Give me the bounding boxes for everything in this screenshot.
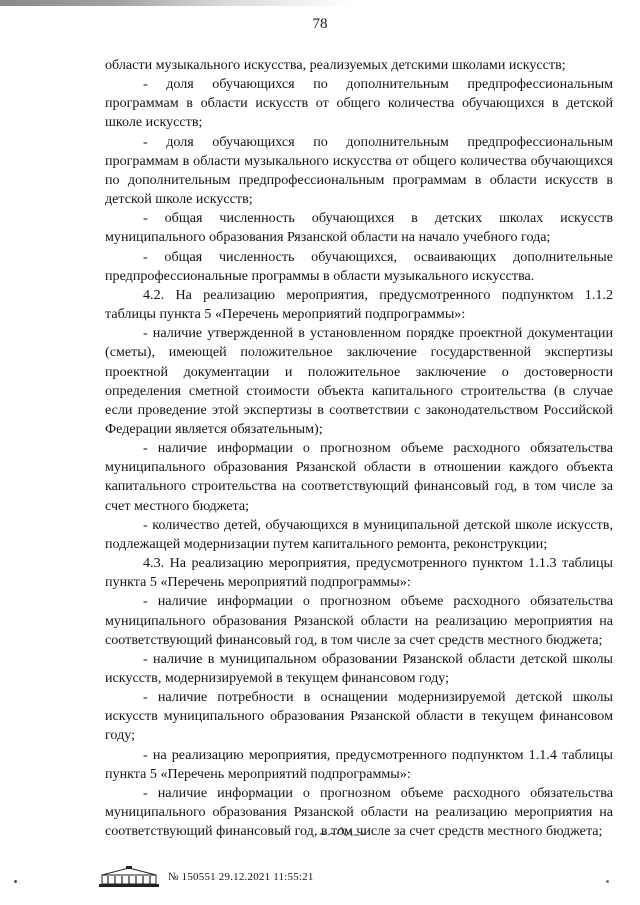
list-item: - доля обучающихся по дополнительным предпрофессиональным программам в области музыкального искусства от общего количества обучающихся по дополнительным предпрофессиональным программам в области искусств в детской школе искусств; [105,133,613,208]
scan-edge-shadow [0,0,640,6]
list-item: - общая численность обучающихся в детских школах искусств муниципального образования Рязанской области на начало учебного года; [105,210,613,246]
list-item: - общая численность обучающихся, осваивающих дополнительные предпрофессиональные программы в области музыкального искусства. [105,248,613,284]
list-item: - наличие информации о прогнозном объеме расходного обязательства муниципального образования Рязанской области в отношении каждого объекта капитального строительства на соответствующий финансовый год, в том числе за счет местного бюджета; [105,440,613,514]
list-item: - на реализацию мероприятия, предусмотренного подпунктом 1.1.4 таблицы пункта 5 «Перечень мероприятий подпрограммы»: [105,746,613,782]
document-body [105,56,613,841]
signature-scribble-icon [318,820,366,840]
list-item: - наличие потребности в оснащении модернизируемой детской школы искусств муниципального образования Рязанской области в текущем финансовом году; [105,689,613,744]
list-item: - доля обучающихся по дополнительным предпрофессиональным программам в области искусств от общего количества обучающихся в детской школе искусств; [105,76,613,131]
list-item: - наличие информации о прогнозном объеме расходного обязательства муниципального образования Рязанской области на реализацию мероприятия на соответствующий финансовый год, в том числе за счет средств местного бюджета; [105,593,613,648]
section-heading-4-3: 4.3. На реализацию мероприятия, предусмотренного пунктом 1.1.3 таблицы пункта 5 «Перечень мероприятий подпрограммы»: [105,555,613,591]
scan-speck [14,880,17,883]
list-item: - количество детей, обучающихся в муниципальной детской школе искусств, подлежащей модернизации путем капитального ремонта, реконструкции; [105,516,613,552]
page-number: 78 [312,16,328,32]
registration-footer [98,866,314,888]
building-emblem-icon [98,866,160,888]
scan-speck [606,880,609,883]
registration-number: № 150551 29.12.2021 11:55:21 [168,871,314,883]
list-item: - наличие в муниципальном образовании Рязанской области детской школы искусств, модернизируемой в текущем финансовом году; [105,650,613,686]
list-item: - наличие утвержденной в установленном порядке проектной документации (сметы), имеющей положительное заключение государственной экспертизы проектной документации и положительное заключение о достоверности определения сметной стоимости объекта капитального строительства (в случае если проведение этой экспертизы в соответствии с законодательством Российской Федерации является обязательным); [105,325,613,437]
paragraph-continuation: области музыкального искусства, реализуемых детскими школами искусств; [105,57,566,73]
section-heading-4-2: 4.2. На реализацию мероприятия, предусмотренного подпунктом 1.1.2 таблицы пункта 5 «Перечень мероприятий подпрограммы»: [105,286,613,323]
list-item: - наличие информации о прогнозном объеме расходного обязательства муниципального образования Рязанской области на реализацию мероприятия на соответствующий финансовый год, в том числе за счет средств местного бюджета; [105,784,613,840]
